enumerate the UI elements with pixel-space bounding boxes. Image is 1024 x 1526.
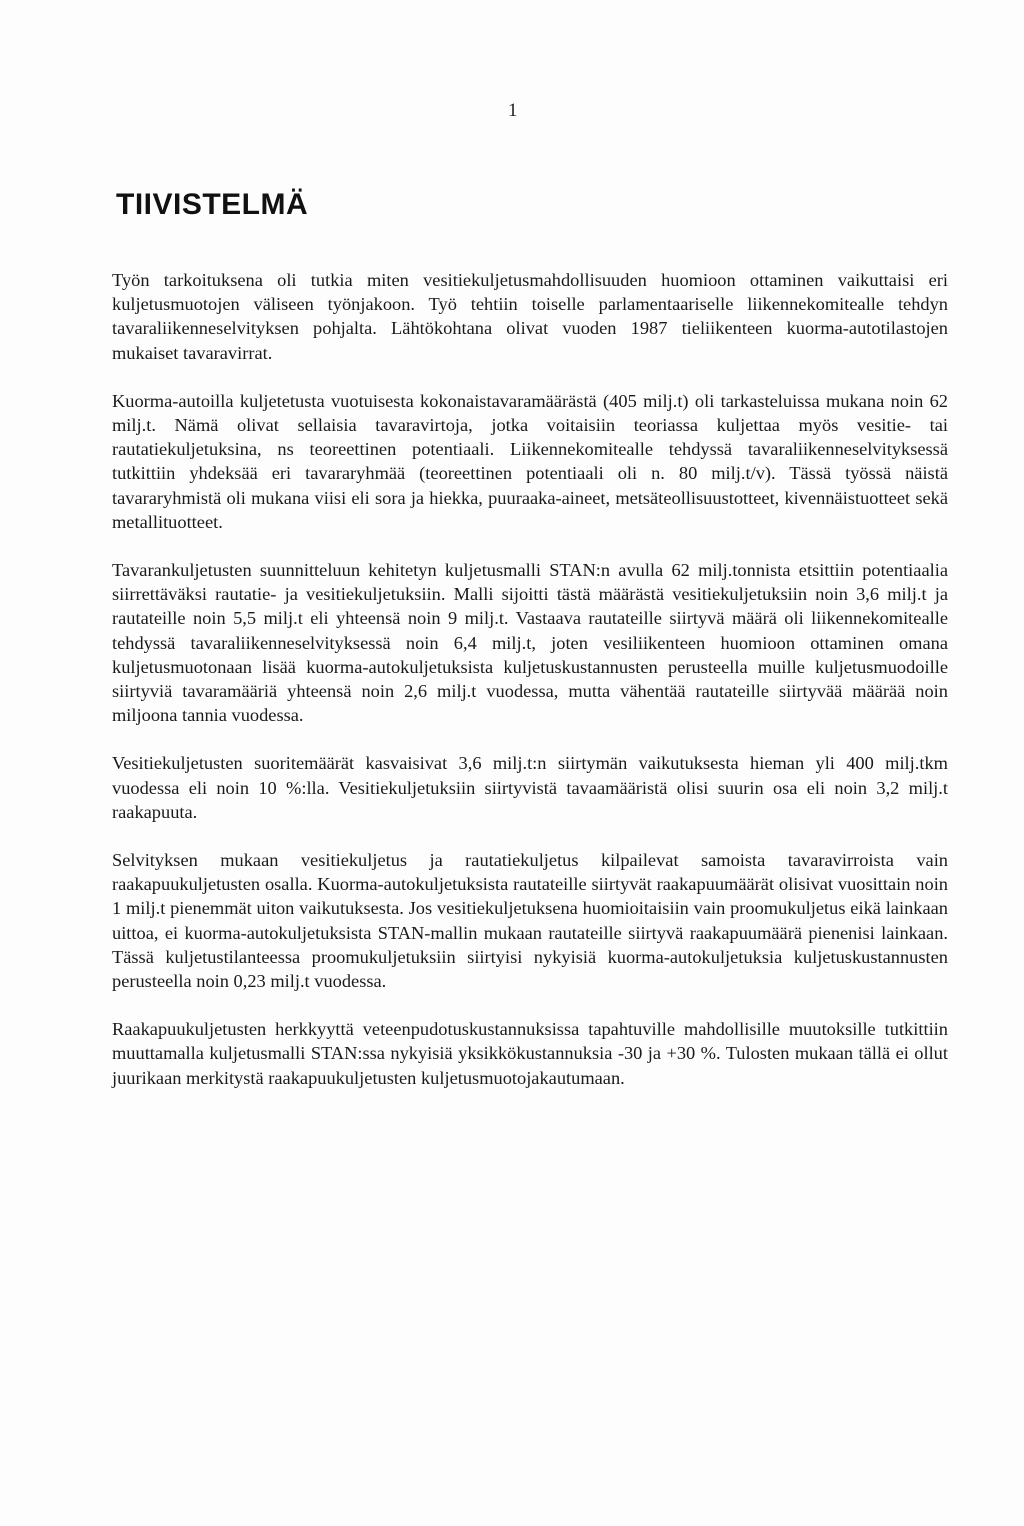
paragraph-4: Vesitiekuljetusten suoritemäärät kasvaisivat 3,6 milj.t:n siirtymän vaikutuksesta hieman yli 400 milj.tkm vuodessa eli noin 10 %:lla. Vesitiekuljetuksiin siirtyvistä tavaamääristä olisi suurin osa eli noin 3,2 milj.t raakapuuta. xyxy=(112,753,948,822)
paragraph-2: Kuorma-autoilla kuljetetusta vuotuisesta kokonaistavaramäärästä (405 milj.t) oli tarkasteluissa mukana noin 62 milj.t. Nämä olivat sellaisia tavaravirtoja, jotka voitaisiin teoriassa kuljettaa myös vesitie- tai rautatiekuljetuksina, ns teoreettinen potentiaali. Liikennekomitealle tehdyssä tavaraliikenneselvityksessä tutkittiin yhdeksää eri tavararyhmää (teoreettinen potentiaali oli n. 80 milj.t/v). Tässä työssä näistä tavararyhmistä oli mukana viisi eli sora ja hiekka, puuraaka-aineet, metsäteollisuustotteet, kivennäistuotteet sekä metallituotteet. xyxy=(112,390,948,532)
paragraph-1: Työn tarkoituksena oli tutkia miten vesitiekuljetusmahdollisuuden huomioon ottaminen vaikuttaisi eri kuljetusmuotojen väliseen työnjakoon. Työ tehtiin toiselle parlamentaariselle liikennekomitealle tehdyn tavaraliikenneselvityksen pohjalta. Lähtökohtana olivat vuoden 1987 tieliikenteen kuorma-autotilastojen mukaiset tavaravirrat. xyxy=(112,270,948,363)
paragraph-6: Raakapuukuljetusten herkkyyttä veteenpudotuskustannuksissa tapahtuville mahdollisille muutoksille tutkittiin muuttamalla kuljetusmalli STAN:ssa nykyisiä yksikkökustannuksia -30 ja +30 %. Tulosten mukaan tällä ei ollut juurikaan merkitystä raakapuukuljetusten kuljetusmuotojakautumaan. xyxy=(112,1019,948,1088)
page-number: 1 xyxy=(508,100,518,121)
body-text xyxy=(112,268,948,1114)
paragraph-5: Selvityksen mukaan vesitiekuljetus ja rautatiekuljetus kilpailevat samoista tavaravirroista vain raakapuukuljetusten osalla. Kuorma-autokuljetuksista rautateille siirtyvät raakapuumäärät olisivat vuosittain noin 1 milj.t pienemmät uiton vaikutuksesta. Jos vesitiekuljetuksena huomioitaisiin vain proomukuljetus eikä lainkaan uittoa, ei kuorma-autokuljetuksista STAN-mallin mukaan rautateille siirtyvä raakapuumäärä pienenisi lainkaan. Tässä kuljetustilanteessa proomukuljetuksiin siirtyisi nykyisiä kuorma-autokuljetuksia kuljetuskustannusten perusteella noin 0,23 milj.t vuodessa. xyxy=(112,850,948,992)
paragraph-3: Tavarankuljetusten suunnitteluun kehitetyn kuljetusmalli STAN:n avulla 62 milj.tonnista etsittiin potentiaalia siirrettäväksi rautatie- ja vesitiekuljetuksiin. Malli sijoitti tästä määrästä vesitiekuljetuksiin noin 3,6 milj.t ja rautateille noin 5,5 milj.t eli yhteensä noin 9 milj.t. Vastaava rautateille siirtyvä määrä oli liikennekomitealle tehdyssä tavaraliikenneselvityksessä noin 6,4 milj.t, joten vesiliikenteen huomioon ottaminen omana kuljetusmuotonaan lisää kuorma-autokuljetuksista kuljetuskustannusten perusteella muille kuljetusmuodoille siirtyviä tavaramääriä yhteensä noin 2,6 milj.t vuodessa, mutta vähentää rautateille siirtyvää määrää noin miljoona tannia vuodessa. xyxy=(112,560,948,726)
section-heading: TIIVISTELMÄ xyxy=(116,188,309,221)
